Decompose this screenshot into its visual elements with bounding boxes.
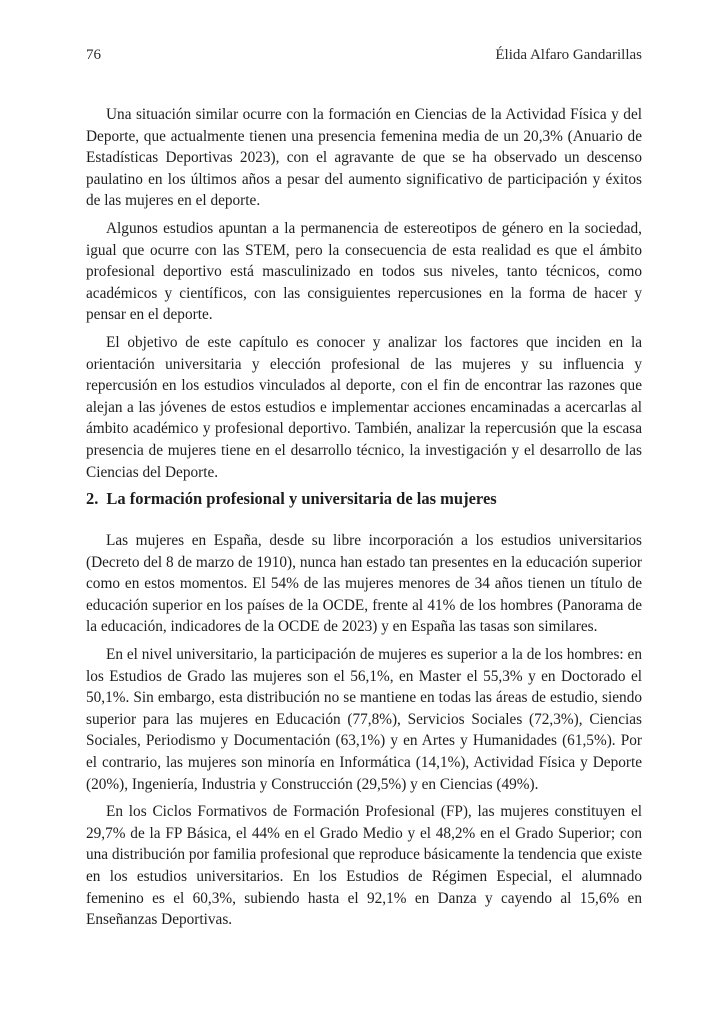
page-number: 76 xyxy=(86,47,101,63)
body-paragraph: Las mujeres en España, desde su libre incorporación a los estudios universitarios (Decreto del 8 de marzo de 1910), nunca han estado tan presentes en la educación superior como en estos momentos. El 54% de las mujeres menores de 34 años tienen un título de educación superior en los países de la OCDE, frente al 41% de los hombres (Panorama de la educación, indicadores de la OCDE de 2023) y en España las tasas son similares. xyxy=(86,532,642,636)
body-paragraph: En el nivel universitario, la participación de mujeres es superior a la de los hombres: en los Estudios de Grado las mujeres son el 56,1%, en Master el 55,3% y en Doctorado el 50,1%. Sin embargo, esta distribución no se mantiene en todas las áreas de estudio, siendo superior para las mujeres en Educación (77,8%), Servicios Sociales (72,3%), Ciencias Sociales, Periodismo y Documentación (63,1%) y en Artes y Humanidades (61,5%). Por el contrario, las mujeres son minoría en Informática (14,1%), Actividad Física y Deporte (20%), Ingeniería, Industria y Construcción (29,5%) y en Ciencias (49%). xyxy=(86,645,642,793)
body-paragraph: En los Ciclos Formativos de Formación Profesional (FP), las mujeres constituyen el 29,7% de la FP Básica, el 44% en el Grado Medio y el 48,2% en el Grado Superior; con una distribución por familia profesional que reproduce básicamente la tendencia que existe en los estudios universitarios. En los Estudios de Régimen Especial, el alumnado femenino es el 60,3%, subiendo hasta el 92,1% en Danza y cayendo al 15,6% en Enseñanzas Deportivas. xyxy=(86,803,642,929)
section-title: La formación profesional y universitaria de las mujeres xyxy=(106,489,497,508)
running-header-author: Élida Alfaro Gandarillas xyxy=(495,47,642,63)
section-heading xyxy=(86,488,642,510)
section-heading-block xyxy=(86,488,642,510)
body-paragraph: Una situación similar ocurre con la formación en Ciencias de la Actividad Física y del Deporte, que actualmente tienen una presencia femenina media de un 20,3% (Anuario de Estadísticas Deportivas 2023), con el agravante de que se ha observado un descenso paulatino en los últimos años a pesar del aumento significativo de participación y éxitos de las mujeres en el deporte. xyxy=(86,106,642,210)
intro-paragraph-block xyxy=(86,104,642,483)
body-paragraph: Algunos estudios apuntan a la permanencia de estereotipos de género en la sociedad, igual que ocurre con las STEM, pero la consecuencia de esta realidad es que el ámbito profesional deportivo está masculinizado en todos sus niveles, tanto técnicos, como académicos y científicos, con las consiguientes repercusiones en la forma de hacer y pensar en el deporte. xyxy=(86,219,642,324)
document-page xyxy=(86,0,642,1028)
body-paragraph: El objetivo de este capítulo es conocer y analizar los factores que inciden en la orientación universitaria y elección profesional de las mujeres y su influencia y repercusión en los estudios vinculados al deporte, con el fin de encontrar las razones que alejan a las jóvenes de estos estudios e implementar acciones encaminadas a acercarlas al ámbito académico y profesional deportivo. También, analizar la repercusión que la escasa presencia de mujeres tiene en el desarrollo técnico, la investigación y el desarrollo de las Ciencias del Deporte. xyxy=(86,333,642,481)
section-paragraph-block xyxy=(86,530,642,931)
section-number: 2. xyxy=(86,489,99,508)
running-header xyxy=(86,47,642,67)
